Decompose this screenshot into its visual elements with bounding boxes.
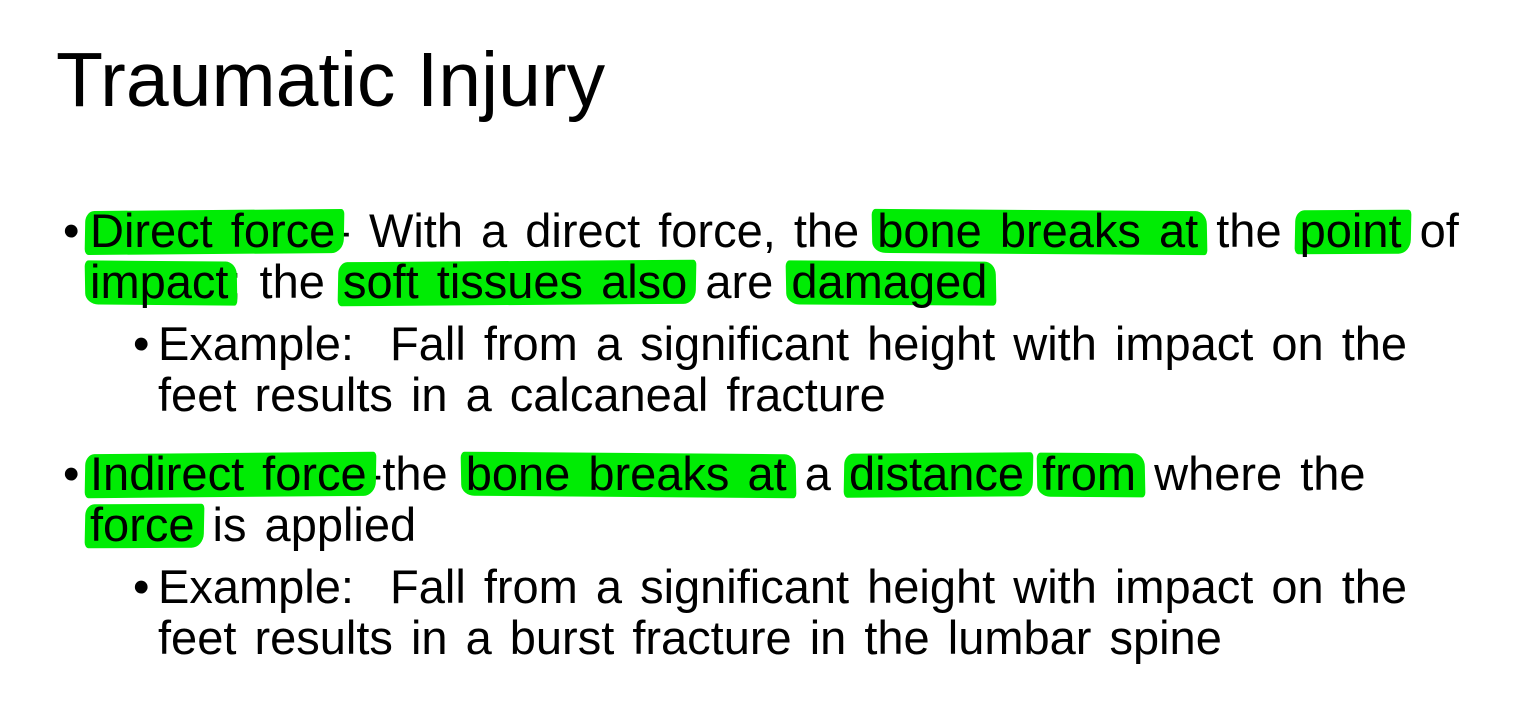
highlighted-text: force [90,498,195,551]
text-line [90,256,1510,307]
bullet-item [0,205,1510,307]
text-line [90,205,1510,256]
text-line [158,318,1510,369]
text-line [158,561,1510,612]
highlighted-text: impact [90,255,229,308]
text-line [90,448,1510,499]
text-segment: ; the [228,255,343,308]
text-segment: the [1198,204,1300,257]
text-line [158,369,1510,420]
highlighted-text: from [1042,447,1137,500]
highlighted-text: Indirect force [90,447,367,500]
text-segment: feet results in a burst fracture in the lumbar spine [158,611,1222,664]
highlighted-text: distance [848,447,1025,500]
slide-title: Traumatic Injury [56,37,606,123]
bullet-marker: • [133,560,150,613]
text-segment: -the [366,447,466,500]
text-line [90,499,1510,550]
text-segment: Example: Fall from a significant height with impact on the [158,317,1408,370]
highlighted-text: point [1299,204,1402,257]
text-segment: - With a direct force, the [335,204,878,257]
text-segment: a [786,447,849,500]
text-line [158,612,1510,663]
text-segment: are [687,255,792,308]
highlighted-text: bone breaks at [465,447,787,500]
sub-bullet-item [0,561,1510,663]
bullet-marker: • [63,204,80,257]
highlighted-text: Direct force [90,204,336,257]
text-segment: Example: Fall from a significant height with impact on the [158,560,1408,613]
highlighted-text: soft tissues also [342,255,688,308]
highlighted-text: damaged [791,255,988,308]
text-segment: of [1401,204,1459,257]
text-segment: feet results in a calcaneal fracture [158,368,886,421]
bullet-marker: • [63,447,80,500]
bullet-item [0,448,1510,550]
text-segment: where the [1136,447,1366,500]
highlighted-text: bone breaks at [877,204,1199,257]
bullet-marker: • [133,317,150,370]
text-segment: is applied [194,498,417,551]
sub-bullet-item [0,318,1510,420]
bullet-list [0,205,1510,663]
